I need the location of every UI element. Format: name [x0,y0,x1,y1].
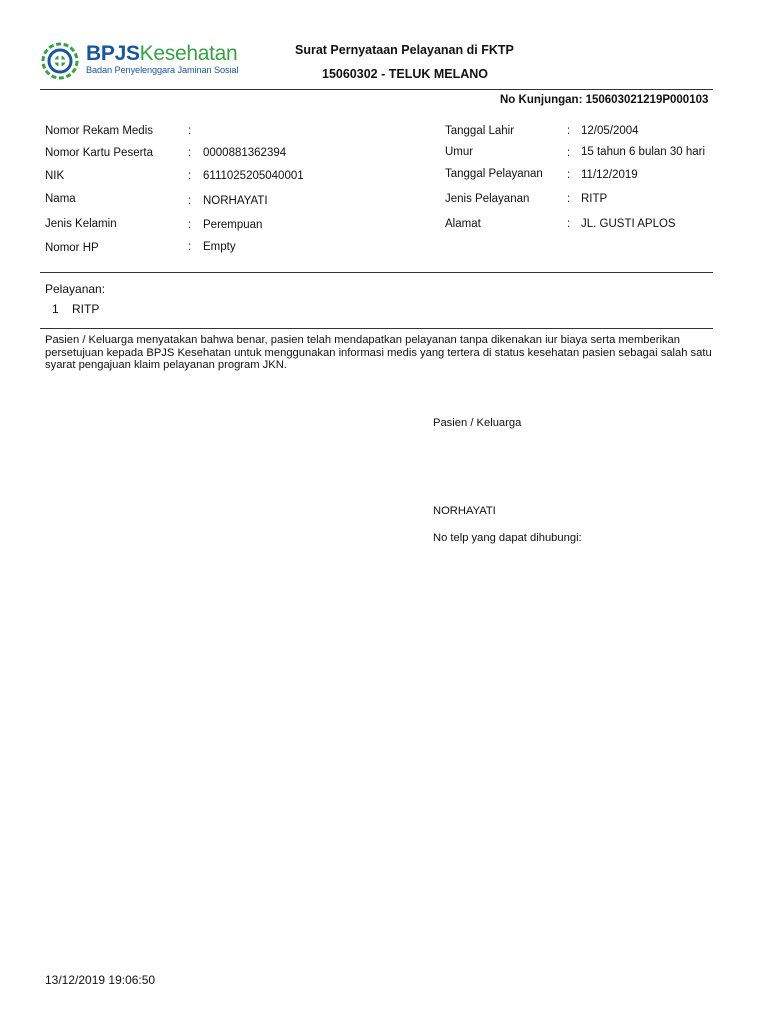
label-umur: Umur [445,146,474,158]
bpjs-emblem-icon [40,41,80,81]
label-alamat: Alamat [445,218,481,230]
label-tanggal-pelayanan: Tanggal Pelayanan [445,168,543,180]
colon-separator: : [567,193,571,205]
value-jenis-kelamin: Perempuan [203,219,263,231]
label-nomor-kartu-peserta: Nomor Kartu Peserta [45,147,154,159]
details-divider [40,272,713,273]
logo-subtitle: Badan Penyelenggara Jaminan Sosial [86,65,239,75]
label-nomor-rekam-medis: Nomor Rekam Medis [45,125,153,137]
colon-separator: : [188,125,192,137]
printed-timestamp: 13/12/2019 19:06:50 [45,973,156,987]
service-item-number: 1 [52,302,59,316]
document-title: Surat Pernyataan Pelayanan di FKTP [295,43,514,57]
services-divider [40,328,713,329]
colon-separator: : [188,170,192,182]
value-nomor-kartu-peserta: 0000881362394 [203,147,287,159]
logo-wordmark: BPJSKesehatan [86,42,238,65]
value-alamat: JL. GUSTI APLOS [581,218,676,230]
value-nomor-hp: Empty [203,241,236,253]
value-nama: NORHAYATI [203,195,268,207]
colon-separator: : [567,169,571,181]
label-jenis-pelayanan: Jenis Pelayanan [445,193,530,205]
consent-statement: Pasien / Keluarga menyatakan bahwa benar, pasien telah mendapatkan pelayanan tanpa dikenakan iur biaya serta memberikan persetujuan kepada BPJS Kesehatan untuk menggunakan informasi medis yang tertera di status kesehatan pasien sebagai salah satu syarat pengajuan klaim pelayanan program JKN. [45,334,712,371]
value-jenis-pelayanan: RITP [581,193,608,205]
colon-separator: : [567,218,571,230]
signature-name: NORHAYATI [433,505,496,517]
label-tanggal-lahir: Tanggal Lahir [445,125,515,137]
label-nik: NIK [45,170,65,182]
value-nik: 6111025205040001 [203,170,304,182]
label-jenis-kelamin: Jenis Kelamin [45,218,117,230]
service-item-name: RITP [72,302,100,316]
label-nama: Nama [45,193,76,205]
services-heading: Pelayanan: [45,282,106,296]
colon-separator: : [567,147,571,159]
colon-separator: : [188,219,192,231]
value-umur: 15 tahun 6 bulan 30 hari [581,146,706,158]
header-divider [40,89,713,90]
label-nomor-hp: Nomor HP [45,242,99,254]
visit-number: No Kunjungan: 150603021219P000103 [500,94,709,106]
colon-separator: : [188,195,192,207]
facility-name: 15060302 - TELUK MELANO [322,67,489,81]
bpjs-logo [40,41,240,81]
colon-separator: : [188,147,192,159]
colon-separator: : [567,125,571,137]
phone-label: No telp yang dapat dihubungi: [433,532,582,544]
colon-separator: : [188,241,192,253]
signature-role: Pasien / Keluarga [433,417,522,429]
value-tanggal-lahir: 12/05/2004 [581,125,639,137]
value-tanggal-pelayanan: 11/12/2019 [581,169,638,181]
